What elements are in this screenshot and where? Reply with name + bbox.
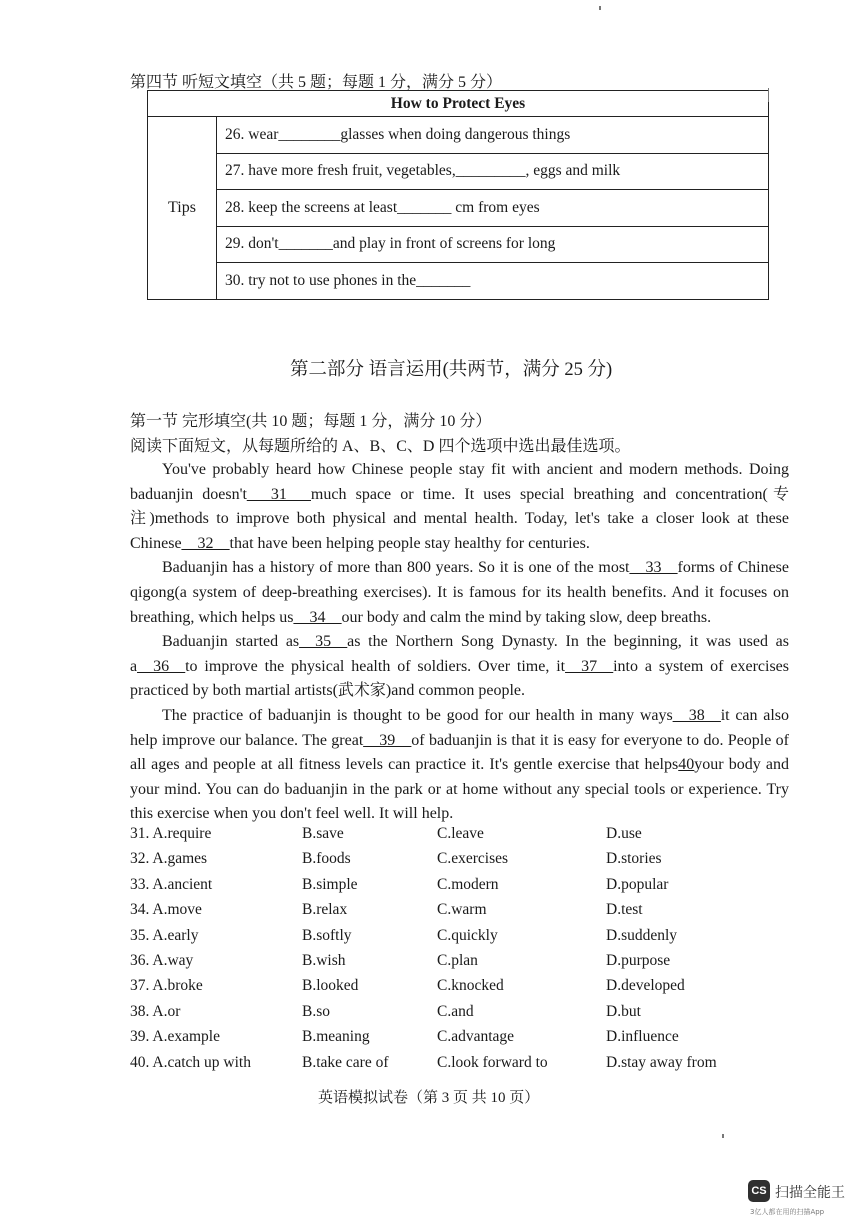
options-35 bbox=[130, 927, 790, 952]
paragraph-2 bbox=[130, 556, 789, 630]
passage-text: of baduanjin is that it is easy for everyone to do. People of all ages and people at all fitness levels can practice it. It's gentle exercise that helps bbox=[130, 731, 790, 774]
option-b: B.relax bbox=[302, 901, 348, 919]
passage-text: You've probably heard how Chinese people stay fit with ancient and modern methods. Doing baduanjin doesn't bbox=[130, 461, 789, 503]
passage-text: into a system of exercises practiced by both martial artists(武术家)and common people. bbox=[130, 657, 789, 700]
watermark-name: 扫描全能王 bbox=[775, 1185, 845, 1201]
option-b: B.take care of bbox=[302, 1053, 389, 1071]
option-a: 33. A.ancient bbox=[130, 875, 213, 893]
options-40 bbox=[130, 1054, 790, 1079]
blank-39: __39__ bbox=[363, 731, 412, 749]
option-c: C.modern bbox=[437, 875, 499, 893]
option-a: 32. A.games bbox=[130, 850, 208, 868]
passage-text: your body and your mind. You can do baduanjin in the park or at home without any special tools or experience. Try this exercise when you don't feel well. It will help. bbox=[130, 756, 790, 823]
option-d: D.test bbox=[606, 901, 643, 919]
options-31 bbox=[130, 825, 790, 850]
option-b: B.simple bbox=[302, 875, 358, 893]
tip-30: 30. try not to use phones in the_______ bbox=[217, 263, 769, 300]
blank-36: __36__ bbox=[137, 657, 186, 675]
option-b: B.save bbox=[302, 825, 344, 842]
watermark-tagline: 3亿人都在用的扫描App bbox=[750, 1208, 825, 1216]
scan-speck bbox=[599, 6, 601, 10]
tip-29: 29. don't_______and play in front of screens for long bbox=[217, 226, 769, 263]
paragraph-4 bbox=[130, 704, 789, 827]
option-b: B.softly bbox=[302, 926, 352, 944]
blank-34: __34__ bbox=[293, 608, 342, 626]
page-footer: 英语模拟试卷（第 3 页 共 10 页） bbox=[318, 1090, 540, 1106]
option-d: D.but bbox=[606, 1002, 641, 1020]
blank-38: __38__ bbox=[672, 706, 721, 724]
scan-speck bbox=[768, 88, 769, 102]
options-37 bbox=[130, 977, 790, 1002]
options-34 bbox=[130, 901, 790, 926]
options-32 bbox=[130, 850, 790, 875]
options-33 bbox=[130, 876, 790, 901]
option-b: B.so bbox=[302, 1002, 330, 1020]
option-c: C.knocked bbox=[437, 977, 504, 995]
tips-label: Tips bbox=[148, 117, 217, 300]
option-a: 38. A.or bbox=[130, 1002, 181, 1020]
options-36 bbox=[130, 952, 790, 977]
option-b: B.wish bbox=[302, 951, 346, 969]
option-a: 35. A.early bbox=[130, 926, 199, 944]
passage-text: Baduanjin started as bbox=[162, 633, 300, 651]
passage-text: The practice of baduanjin is thought to be good for our health in many ways bbox=[162, 706, 673, 724]
option-c: C.warm bbox=[437, 901, 487, 919]
option-c: C.plan bbox=[437, 951, 478, 969]
passage-text: forms of Chinese qigong(a system of deep-breathing exercises). It is famous for its health benefits. And it focuses on breathing, which helps us bbox=[130, 559, 790, 626]
option-d: D.stories bbox=[606, 850, 662, 868]
option-c: C.advantage bbox=[437, 1028, 515, 1046]
tip-28: 28. keep the screens at least_______ cm from eyes bbox=[217, 190, 769, 227]
option-a: 37. A.broke bbox=[130, 977, 203, 995]
option-d: D.popular bbox=[606, 875, 669, 893]
part2-heading: 第二部分 语言运用(共两节，满分 25 分) bbox=[290, 360, 613, 380]
option-c: C.and bbox=[437, 1002, 474, 1020]
option-b: B.meaning bbox=[302, 1028, 370, 1046]
passage-text: to improve the physical health of soldiers. Over time, it bbox=[185, 657, 566, 675]
passage-text: Baduanjin has a history of more than 800 years. So it is one of the most bbox=[162, 559, 630, 577]
paragraph-1 bbox=[130, 458, 789, 556]
blank-33: __33__ bbox=[629, 559, 678, 577]
option-d: D.stay away from bbox=[606, 1053, 717, 1071]
option-d: D.use bbox=[606, 825, 642, 842]
passage-text: much space or time. It uses special breathing and concentration(专注)methods to improve both physical and mental health. Today, let's take a closer look at these Chinese bbox=[130, 485, 789, 552]
option-c: C.leave bbox=[437, 825, 484, 842]
blank-32: __32__ bbox=[181, 534, 230, 552]
paragraph-3 bbox=[130, 630, 789, 704]
option-c: C.exercises bbox=[437, 850, 509, 868]
option-d: D.influence bbox=[606, 1028, 679, 1046]
scan-speck bbox=[722, 1134, 724, 1138]
scanner-watermark bbox=[748, 1180, 858, 1220]
blank-35: __35__ bbox=[299, 633, 348, 651]
listening-table bbox=[147, 90, 769, 300]
section1-instruction: 阅读下面短文，从每题所给的 A、B、C、D 四个选项中选出最佳选项。 bbox=[130, 438, 631, 455]
section4-heading: 第四节 听短文填空（共 5 题；每题 1 分，满分 5 分） bbox=[130, 74, 503, 91]
options-38 bbox=[130, 1003, 790, 1028]
blank-37: __37__ bbox=[565, 657, 614, 675]
passage-text: as the Northern Song Dynasty. In the beginning, it was used as a bbox=[130, 633, 789, 675]
blank-40: 40 bbox=[678, 756, 695, 774]
passage-text: it can also help improve our balance. The great bbox=[130, 706, 789, 749]
answer-options bbox=[130, 825, 790, 1079]
option-d: D.purpose bbox=[606, 951, 671, 969]
option-a: 39. A.example bbox=[130, 1028, 220, 1046]
passage-text: that have been helping people stay healthy for centuries. bbox=[229, 534, 590, 552]
option-a: 34. A.move bbox=[130, 901, 202, 919]
options-39 bbox=[130, 1028, 790, 1053]
section1-heading: 第一节 完形填空(共 10 题；每题 1 分，满分 10 分） bbox=[130, 413, 492, 430]
passage-text: our body and calm the mind by taking slow, deep breaths. bbox=[341, 608, 712, 626]
option-d: D.developed bbox=[606, 977, 685, 995]
option-a: 36. A.way bbox=[130, 951, 194, 969]
tip-26: 26. wear________glasses when doing dangerous things bbox=[217, 117, 769, 154]
option-c: C.quickly bbox=[437, 926, 498, 944]
option-b: B.looked bbox=[302, 977, 359, 995]
option-b: B.foods bbox=[302, 850, 351, 868]
cloze-passage bbox=[130, 458, 789, 827]
option-c: C.look forward to bbox=[437, 1053, 548, 1071]
blank-31: ___31___ bbox=[246, 485, 311, 503]
tip-27: 27. have more fresh fruit, vegetables,_________, eggs and milk bbox=[217, 153, 769, 190]
option-d: D.suddenly bbox=[606, 926, 678, 944]
option-a: 31. A.require bbox=[130, 825, 212, 842]
camscanner-logo-icon: CS bbox=[748, 1180, 770, 1202]
option-a: 40. A.catch up with bbox=[130, 1053, 251, 1071]
table-title: How to Protect Eyes bbox=[148, 91, 769, 117]
